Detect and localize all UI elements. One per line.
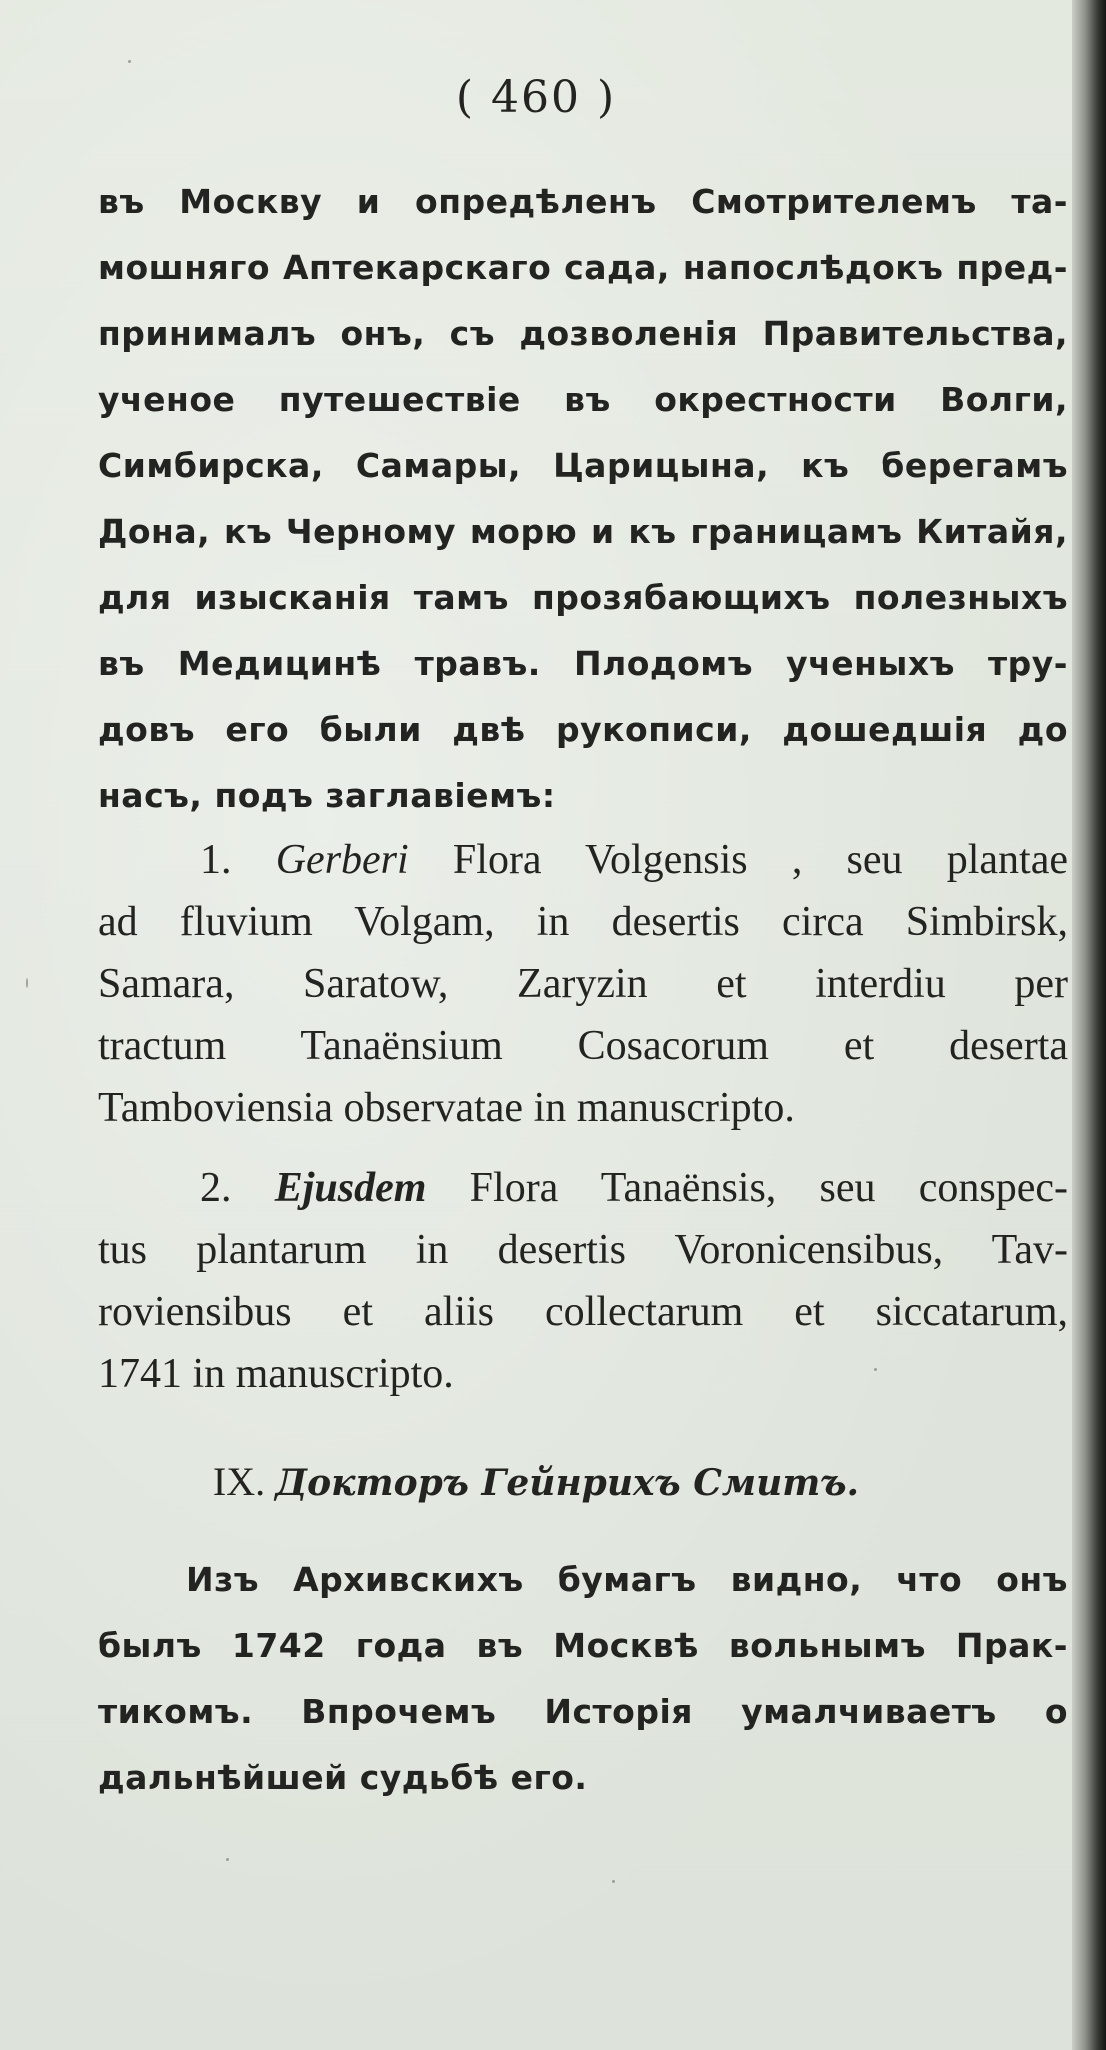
- item1-line-2: ad fluvium Volgam, in desertis circa Simbirsk,: [98, 899, 1068, 945]
- item1-line-5: Tamboviensia observatae in manuscripto.: [98, 1085, 795, 1131]
- paragraph2-line-3: тикомъ. Впрочемъ Исторія умалчиваетъ о: [98, 1692, 1068, 1731]
- item1-author: Gerberi: [275, 837, 409, 883]
- item2-number: 2.: [200, 1165, 232, 1211]
- item2-author: Ejusdem: [274, 1165, 427, 1211]
- paragraph1-line-6: Дона, къ Черному морю и къ границамъ Китайя,: [98, 512, 1068, 551]
- paragraph1-line-9: довъ его были двѣ рукописи, дошедшія до: [98, 710, 1068, 749]
- item2-first-line-text: Flora Tanaënsis, seu conspec-: [469, 1165, 1069, 1211]
- item1-number: 1.: [200, 837, 232, 883]
- item1-first-line-text: Flora Volgensis , seu plantae: [452, 837, 1069, 883]
- paragraph2-line-1: Изъ Архивскихъ бумагъ видно, что онъ: [186, 1560, 1068, 1599]
- paper-speck: [874, 1368, 877, 1371]
- section-numeral: IX.: [212, 1459, 266, 1504]
- paper-speck: [612, 1880, 615, 1883]
- paper-speck: [26, 978, 28, 988]
- item1-line-4: tractum Tanaënsium Cosacorum et deserta: [98, 1023, 1068, 1069]
- book-spine-shadow: [1072, 0, 1106, 2050]
- paragraph1-line-3: принималъ онъ, съ дозволенія Правительства,: [98, 314, 1068, 353]
- item2-line-2: tus plantarum in desertis Voronicensibus, Tav-: [98, 1227, 1068, 1273]
- paragraph1-line-4: ученое путешествіе въ окрестности Волги,: [98, 380, 1068, 419]
- paragraph2-line-4: дальнѣйшей судьбѣ его.: [98, 1758, 588, 1797]
- item2-line-4: 1741 in manuscripto.: [98, 1351, 454, 1397]
- page-number: ( 460 ): [455, 72, 617, 123]
- item1-line-3: Samara, Saratow, Zaryzin et interdiu per: [98, 961, 1068, 1007]
- section-heading: [0, 1458, 1072, 1505]
- item1-first-line: [200, 834, 1068, 886]
- paragraph1-line-2: мошняго Аптекарскаго сада, напослѣдокъ пред-: [98, 248, 1068, 287]
- paper-speck: [226, 1858, 229, 1861]
- paragraph2-line-2: былъ 1742 года въ Москвѣ вольнымъ Прак-: [98, 1626, 1068, 1665]
- item2-first-line: [200, 1162, 1068, 1214]
- section-title: Докторъ Гейнрихъ Смитъ.: [275, 1462, 860, 1504]
- paragraph1-line-5: Симбирска, Самары, Царицына, къ берегамъ: [98, 446, 1068, 485]
- paragraph1-line-1: въ Москву и опредѣленъ Смотрителемъ та-: [98, 182, 1068, 221]
- item2-line-3: roviensibus et aliis collectarum et siccatarum,: [98, 1289, 1068, 1335]
- paper-speck: [128, 60, 131, 63]
- paragraph1-line-10: насъ, подъ заглавіемъ:: [98, 776, 556, 815]
- paragraph1-line-8: въ Медицинѣ травъ. Плодомъ ученыхъ тру-: [98, 644, 1068, 683]
- paragraph1-line-7: для изысканія тамъ прозябающихъ полезныхъ: [98, 578, 1068, 617]
